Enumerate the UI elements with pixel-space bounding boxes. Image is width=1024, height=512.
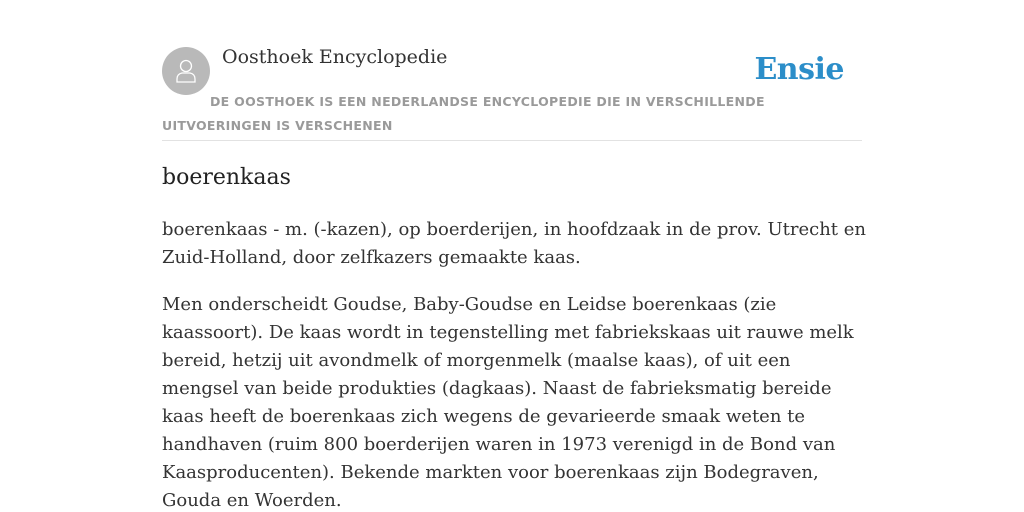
- user-icon: [171, 56, 201, 86]
- site-tagline: DE OOSTHOEK IS EEN NEDERLANDSE ENCYCLOPEDIE DIE IN VERSCHILLENDE UITVOERINGEN IS VERSCHENEN: [162, 94, 765, 133]
- article-paragraph: Men onderscheidt Goudse, Baby-Goudse en Leidse boerenkaas (zie kaassoort). De kaas wordt in tegenstelling met fabriekskaas uit rauwe melk bereid, hetzij uit avondmelk of morgenmelk (maalse kaas), of uit een mengsel van beide produkties (dagkaas). Naast de fabrieksmatig bereide kaas heeft de boerenkaas zich wegens de gevarieerde smaak weten te handhaven (ruim 800 boerderijen waren in 1973 verenigd in de Bond van Kaasproducenten). Bekende markten voor boerenkaas zijn Bodegraven, Gouda en Woerden.: [162, 294, 854, 511]
- avatar[interactable]: [162, 47, 210, 95]
- site-name[interactable]: Oosthoek Encyclopedie: [222, 46, 448, 68]
- brand-logo[interactable]: Ensie: [754, 52, 844, 87]
- site-header: [162, 46, 862, 141]
- article-title: boerenkaas: [162, 165, 291, 190]
- article-paragraph: boerenkaas - m. (-kazen), op boerderijen, in hoofdzaak in de prov. Utrecht en Zuid-Holland, door zelfkazers gemaakte kaas.: [162, 219, 866, 268]
- article: [162, 162, 867, 512]
